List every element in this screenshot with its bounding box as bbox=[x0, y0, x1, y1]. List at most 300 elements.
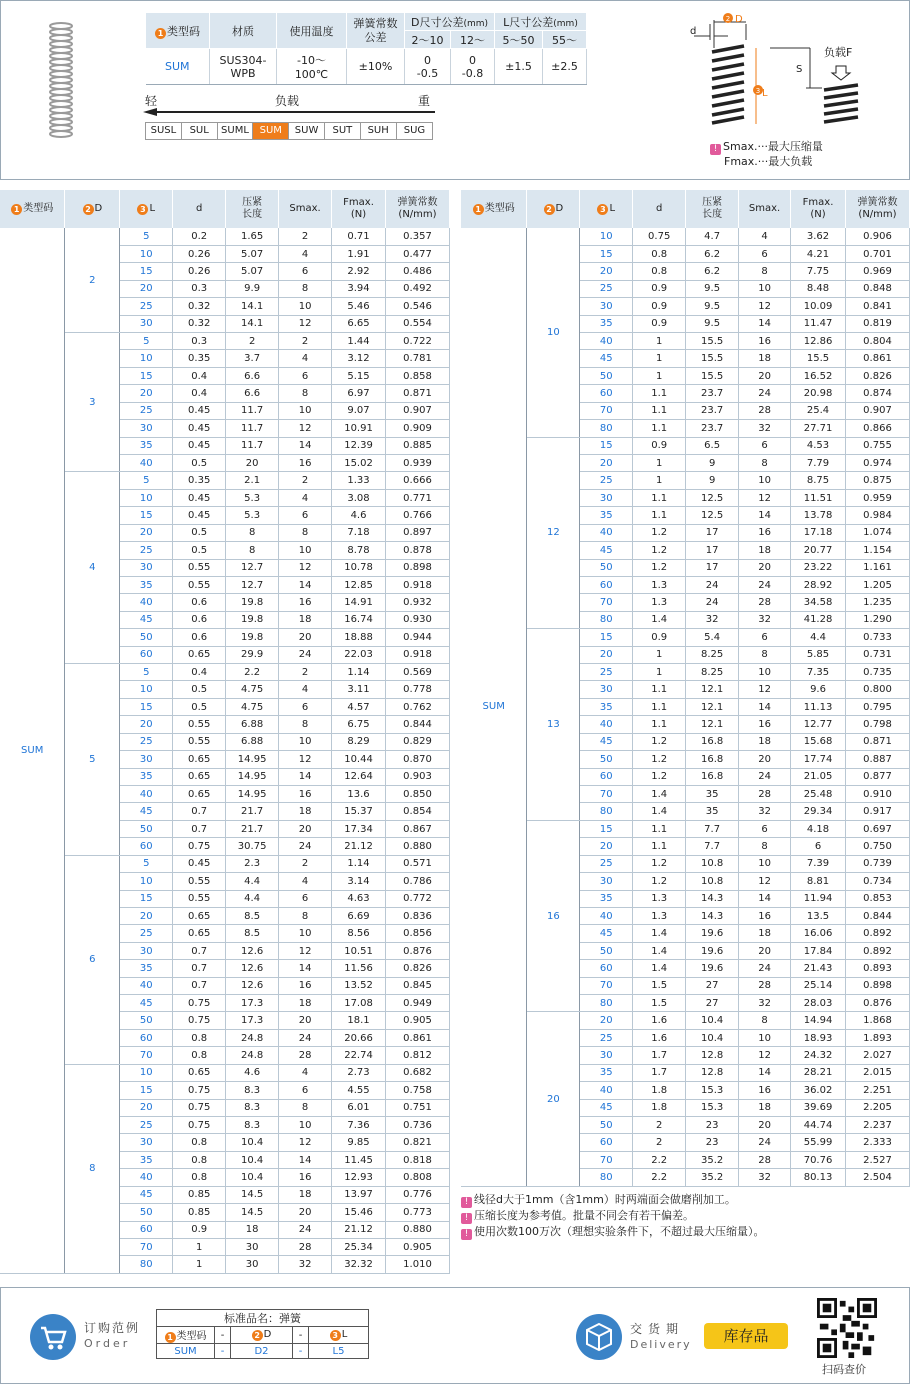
fmax-cell: 11.56 bbox=[332, 960, 386, 977]
smax-cell: 14 bbox=[279, 768, 332, 785]
length-cell[interactable]: 80 bbox=[580, 611, 633, 628]
solid-length-cell: 14.3 bbox=[686, 907, 739, 924]
length-cell[interactable]: 60 bbox=[120, 1029, 173, 1046]
length-cell[interactable]: 80 bbox=[580, 420, 633, 437]
length-cell[interactable]: 5 bbox=[120, 228, 173, 245]
spring-const-cell: 0.909 bbox=[386, 420, 450, 437]
fmax-cell: 15.46 bbox=[332, 1204, 386, 1221]
length-cell[interactable]: 10 bbox=[120, 1064, 173, 1081]
fmax-cell: 3.14 bbox=[332, 873, 386, 890]
fmax-cell: 25.14 bbox=[791, 977, 846, 994]
spring-const-cell: 0.930 bbox=[386, 611, 450, 628]
solid-length-cell: 23 bbox=[686, 1117, 739, 1134]
spring-const-cell: 0.969 bbox=[846, 263, 910, 280]
length-cell[interactable]: 15 bbox=[580, 820, 633, 837]
wire-d-cell: 0.45 bbox=[173, 489, 226, 506]
length-cell[interactable]: 45 bbox=[580, 925, 633, 942]
smax-cell: 16 bbox=[739, 907, 791, 924]
series-sug[interactable]: SUG bbox=[403, 125, 426, 136]
smax-cell: 6 bbox=[279, 263, 332, 280]
qr-code-icon[interactable] bbox=[817, 1298, 877, 1358]
length-cell[interactable]: 70 bbox=[580, 1151, 633, 1168]
smax-cell: 18 bbox=[739, 542, 791, 559]
length-cell[interactable]: 40 bbox=[580, 907, 633, 924]
length-cell[interactable]: 30 bbox=[120, 559, 173, 576]
solid-length-cell: 3.7 bbox=[226, 350, 279, 367]
spring-const-cell: 0.939 bbox=[386, 454, 450, 471]
length-cell[interactable]: 60 bbox=[120, 1221, 173, 1238]
smax-cell: 2 bbox=[279, 664, 332, 681]
smax-cell: 14 bbox=[739, 1064, 791, 1081]
smax-cell: 12 bbox=[739, 681, 791, 698]
length-cell[interactable]: 35 bbox=[580, 890, 633, 907]
fmax-cell: 13.5 bbox=[791, 907, 846, 924]
smax-cell: 32 bbox=[279, 1256, 332, 1273]
spring-const-cell: 0.477 bbox=[386, 245, 450, 262]
length-cell[interactable]: 60 bbox=[580, 385, 633, 402]
delivery-box-icon bbox=[576, 1314, 622, 1360]
smax-cell: 10 bbox=[739, 855, 791, 872]
delivery-title: 交货期 bbox=[630, 1322, 685, 1336]
length-cell[interactable]: 25 bbox=[580, 855, 633, 872]
length-cell[interactable]: 20 bbox=[120, 524, 173, 541]
length-cell[interactable]: 10 bbox=[120, 245, 173, 262]
spring-const-cell: 0.735 bbox=[846, 664, 910, 681]
length-cell[interactable]: 45 bbox=[580, 733, 633, 750]
length-cell[interactable]: 30 bbox=[580, 489, 633, 506]
spring-const-cell: 0.734 bbox=[846, 873, 910, 890]
wire-d-cell: 0.85 bbox=[173, 1186, 226, 1203]
length-cell[interactable]: 5 bbox=[120, 472, 173, 489]
solid-length-cell: 4.75 bbox=[226, 698, 279, 715]
length-cell[interactable]: 15 bbox=[580, 437, 633, 454]
spring-const-cell: 0.357 bbox=[386, 228, 450, 245]
solid-length-cell: 4.4 bbox=[226, 890, 279, 907]
length-cell[interactable]: 50 bbox=[580, 751, 633, 768]
smax-cell: 20 bbox=[279, 1012, 332, 1029]
spring-const-cell: 0.819 bbox=[846, 315, 910, 332]
smax-cell: 18 bbox=[739, 1099, 791, 1116]
smax-cell: 6 bbox=[739, 245, 791, 262]
length-cell[interactable]: 10 bbox=[120, 873, 173, 890]
smax-cell: 12 bbox=[279, 751, 332, 768]
spring-const-cell: 0.885 bbox=[386, 437, 450, 454]
svg-text:d: d bbox=[690, 26, 697, 37]
spring-const-cell: 0.867 bbox=[386, 820, 450, 837]
fmax-cell: 17.74 bbox=[791, 751, 846, 768]
smax-cell: 16 bbox=[739, 524, 791, 541]
wire-d-cell: 0.75 bbox=[173, 995, 226, 1012]
length-cell[interactable]: 20 bbox=[120, 907, 173, 924]
length-cell[interactable]: 60 bbox=[580, 768, 633, 785]
load-heavy-label: 重 bbox=[418, 94, 431, 108]
length-cell[interactable]: 30 bbox=[580, 873, 633, 890]
length-cell[interactable]: 70 bbox=[120, 1238, 173, 1255]
smax-cell: 4 bbox=[279, 681, 332, 698]
series-suh[interactable]: SUH bbox=[361, 123, 397, 139]
spring-const-cell: 0.875 bbox=[846, 472, 910, 489]
length-cell[interactable]: 70 bbox=[580, 402, 633, 419]
length-cell[interactable]: 60 bbox=[580, 1134, 633, 1151]
wire-d-cell: 0.45 bbox=[173, 437, 226, 454]
length-cell[interactable]: 25 bbox=[120, 402, 173, 419]
length-cell[interactable]: 20 bbox=[580, 1012, 633, 1029]
length-cell[interactable]: 50 bbox=[580, 559, 633, 576]
length-cell[interactable]: 80 bbox=[580, 1169, 633, 1186]
wire-d-cell: 0.8 bbox=[633, 245, 686, 262]
wire-d-cell: 1.2 bbox=[633, 542, 686, 559]
smax-cell: 10 bbox=[739, 664, 791, 681]
spring-const-cell: 0.841 bbox=[846, 298, 910, 315]
length-cell[interactable]: 5 bbox=[120, 664, 173, 681]
th-solid: 压紧 长度 bbox=[686, 190, 739, 228]
fmax-cell: 7.39 bbox=[791, 855, 846, 872]
svg-text:2: 2 bbox=[725, 15, 731, 23]
length-cell[interactable]: 20 bbox=[120, 385, 173, 402]
length-cell[interactable]: 25 bbox=[580, 664, 633, 681]
spec-d2: 0 -0.8 bbox=[451, 49, 495, 85]
solid-length-cell: 4.6 bbox=[226, 1064, 279, 1081]
solid-length-cell: 8 bbox=[226, 542, 279, 559]
length-cell[interactable]: 35 bbox=[120, 768, 173, 785]
length-cell[interactable]: 45 bbox=[120, 803, 173, 820]
fmax-cell: 55.99 bbox=[791, 1134, 846, 1151]
length-cell[interactable]: 25 bbox=[580, 280, 633, 297]
spring-const-cell: 0.876 bbox=[846, 995, 910, 1012]
length-cell[interactable]: 50 bbox=[120, 1204, 173, 1221]
length-cell[interactable]: 50 bbox=[580, 1117, 633, 1134]
smax-cell: 16 bbox=[739, 333, 791, 350]
fmax-cell: 1.14 bbox=[332, 664, 386, 681]
length-cell[interactable]: 5 bbox=[120, 333, 173, 350]
length-cell[interactable]: 40 bbox=[120, 594, 173, 611]
length-cell[interactable]: 15 bbox=[580, 629, 633, 646]
solid-length-cell: 30 bbox=[226, 1256, 279, 1273]
smax-cell: 10 bbox=[739, 280, 791, 297]
length-cell[interactable]: 50 bbox=[120, 629, 173, 646]
smax-cell: 16 bbox=[279, 977, 332, 994]
length-cell[interactable]: 50 bbox=[580, 367, 633, 384]
fmax-cell: 21.43 bbox=[791, 960, 846, 977]
th-solid: 压紧 长度 bbox=[226, 190, 279, 228]
spring-const-cell: 0.874 bbox=[846, 385, 910, 402]
smax-cell: 12 bbox=[739, 489, 791, 506]
spring-const-cell: 1.868 bbox=[846, 1012, 910, 1029]
length-cell[interactable]: 25 bbox=[580, 472, 633, 489]
wire-d-cell: 0.5 bbox=[173, 698, 226, 715]
length-cell[interactable]: 15 bbox=[120, 507, 173, 524]
length-cell[interactable]: 30 bbox=[580, 1047, 633, 1064]
fmax-cell: 15.37 bbox=[332, 803, 386, 820]
spring-const-cell: 0.880 bbox=[386, 1221, 450, 1238]
fmax-cell: 32.32 bbox=[332, 1256, 386, 1273]
length-cell[interactable]: 25 bbox=[120, 298, 173, 315]
th-smax: Smax. bbox=[279, 190, 332, 228]
length-cell[interactable]: 40 bbox=[120, 977, 173, 994]
spring-const-cell: 0.697 bbox=[846, 820, 910, 837]
solid-length-cell: 12.6 bbox=[226, 942, 279, 959]
wire-d-cell: 0.8 bbox=[173, 1047, 226, 1064]
series-sum[interactable]: SUM bbox=[253, 123, 289, 139]
fmax-cell: 3.11 bbox=[332, 681, 386, 698]
length-cell[interactable]: 30 bbox=[580, 298, 633, 315]
fmax-cell: 12.86 bbox=[791, 333, 846, 350]
length-cell[interactable]: 35 bbox=[120, 960, 173, 977]
spring-const-cell: 0.876 bbox=[386, 942, 450, 959]
solid-length-cell: 19.8 bbox=[226, 629, 279, 646]
series-susl[interactable]: SUSL bbox=[146, 123, 182, 139]
spring-const-cell: 0.850 bbox=[386, 786, 450, 803]
length-cell[interactable]: 20 bbox=[120, 1099, 173, 1116]
wire-d-cell: 1.6 bbox=[633, 1029, 686, 1046]
length-cell[interactable]: 10 bbox=[580, 228, 633, 245]
smax-cell: 8 bbox=[279, 385, 332, 402]
solid-length-cell: 14.95 bbox=[226, 768, 279, 785]
svg-text:L: L bbox=[762, 88, 768, 99]
smax-cell: 14 bbox=[279, 1151, 332, 1168]
smax-cell: 20 bbox=[739, 942, 791, 959]
smax-cell: 6 bbox=[739, 820, 791, 837]
solid-length-cell: 12.6 bbox=[226, 977, 279, 994]
length-cell[interactable]: 80 bbox=[580, 803, 633, 820]
solid-length-cell: 23 bbox=[686, 1134, 739, 1151]
fmax-cell: 14.91 bbox=[332, 594, 386, 611]
smax-cell: 18 bbox=[279, 1186, 332, 1203]
smax-cell: 24 bbox=[739, 576, 791, 593]
length-cell[interactable]: 10 bbox=[120, 350, 173, 367]
length-cell[interactable]: 40 bbox=[580, 716, 633, 733]
length-cell[interactable]: 50 bbox=[120, 1012, 173, 1029]
length-cell[interactable]: 15 bbox=[120, 263, 173, 280]
smax-cell: 8 bbox=[739, 454, 791, 471]
fmax-cell: 16.74 bbox=[332, 611, 386, 628]
length-cell[interactable]: 25 bbox=[120, 733, 173, 750]
length-cell[interactable]: 45 bbox=[120, 611, 173, 628]
spring-const-cell: 0.722 bbox=[386, 333, 450, 350]
length-cell[interactable]: 35 bbox=[580, 507, 633, 524]
series-sul[interactable]: SUL bbox=[182, 123, 218, 139]
wire-d-cell: 0.45 bbox=[173, 507, 226, 524]
length-cell[interactable]: 20 bbox=[580, 838, 633, 855]
length-cell[interactable]: 30 bbox=[120, 315, 173, 332]
length-cell[interactable]: 40 bbox=[120, 1169, 173, 1186]
spring-const-cell: 0.701 bbox=[846, 245, 910, 262]
length-cell[interactable]: 30 bbox=[120, 420, 173, 437]
fmax-cell: 13.78 bbox=[791, 507, 846, 524]
length-cell[interactable]: 15 bbox=[580, 245, 633, 262]
th-fmax: Fmax. (N) bbox=[332, 190, 386, 228]
length-cell[interactable]: 50 bbox=[120, 820, 173, 837]
wire-d-cell: 0.55 bbox=[173, 559, 226, 576]
length-cell[interactable]: 35 bbox=[580, 315, 633, 332]
length-cell[interactable]: 50 bbox=[580, 942, 633, 959]
length-cell[interactable]: 15 bbox=[120, 890, 173, 907]
length-cell[interactable]: 20 bbox=[580, 646, 633, 663]
solid-length-cell: 35.2 bbox=[686, 1169, 739, 1186]
spec-h-temp: 使用温度 bbox=[277, 13, 347, 49]
length-cell[interactable]: 80 bbox=[120, 1256, 173, 1273]
smax-cell: 8 bbox=[279, 1099, 332, 1116]
spring-const-cell: 0.932 bbox=[386, 594, 450, 611]
table-row bbox=[461, 820, 910, 837]
smax-cell: 18 bbox=[739, 925, 791, 942]
length-cell[interactable]: 40 bbox=[120, 454, 173, 471]
length-cell[interactable]: 15 bbox=[120, 698, 173, 715]
type-code-cell: SUM bbox=[461, 228, 527, 1186]
length-cell[interactable]: 60 bbox=[580, 576, 633, 593]
fmax-cell: 6.65 bbox=[332, 315, 386, 332]
length-cell[interactable]: 45 bbox=[120, 995, 173, 1012]
table-row bbox=[0, 664, 450, 681]
length-cell[interactable]: 20 bbox=[580, 263, 633, 280]
length-cell[interactable]: 20 bbox=[120, 716, 173, 733]
length-cell[interactable]: 10 bbox=[120, 681, 173, 698]
length-cell[interactable]: 35 bbox=[120, 1151, 173, 1168]
spring-const-cell: 0.984 bbox=[846, 507, 910, 524]
length-cell[interactable]: 60 bbox=[580, 960, 633, 977]
length-cell[interactable]: 45 bbox=[580, 350, 633, 367]
th-d: d bbox=[633, 190, 686, 228]
smax-cell: 24 bbox=[279, 1221, 332, 1238]
spring-const-cell: 0.893 bbox=[846, 960, 910, 977]
spring-const-cell: 0.918 bbox=[386, 646, 450, 663]
wire-d-cell: 1.1 bbox=[633, 838, 686, 855]
length-cell[interactable]: 35 bbox=[120, 437, 173, 454]
length-cell[interactable]: 40 bbox=[580, 524, 633, 541]
spec-consttol: ±10% bbox=[347, 49, 405, 85]
spring-const-cell: 0.682 bbox=[386, 1064, 450, 1081]
length-cell[interactable]: 70 bbox=[120, 1047, 173, 1064]
smax-cell: 28 bbox=[279, 1238, 332, 1255]
solid-length-cell: 35 bbox=[686, 803, 739, 820]
solid-length-cell: 10.8 bbox=[686, 873, 739, 890]
length-cell[interactable]: 25 bbox=[120, 542, 173, 559]
series-suml[interactable]: SUML bbox=[218, 123, 254, 139]
wire-d-cell: 0.55 bbox=[173, 873, 226, 890]
wire-d-cell: 0.55 bbox=[173, 716, 226, 733]
solid-length-cell: 12.8 bbox=[686, 1047, 739, 1064]
wire-d-cell: 1.1 bbox=[633, 820, 686, 837]
wire-d-cell: 1.8 bbox=[633, 1082, 686, 1099]
solid-length-cell: 21.7 bbox=[226, 803, 279, 820]
solid-length-cell: 23.7 bbox=[686, 420, 739, 437]
wire-d-cell: 0.7 bbox=[173, 960, 226, 977]
smax-cell: 8 bbox=[739, 646, 791, 663]
spring-photo-icon bbox=[46, 20, 76, 140]
spring-const-cell: 0.858 bbox=[386, 367, 450, 384]
smax-cell: 14 bbox=[739, 890, 791, 907]
series-suw[interactable]: SUW bbox=[289, 123, 325, 139]
spring-const-cell: 2.015 bbox=[846, 1064, 910, 1081]
order-h-type: 1 类型码 bbox=[157, 1327, 215, 1344]
length-cell[interactable]: 30 bbox=[120, 1134, 173, 1151]
smax-cell: 8 bbox=[739, 1012, 791, 1029]
length-cell[interactable]: 45 bbox=[120, 1186, 173, 1203]
spring-const-cell: 0.800 bbox=[846, 681, 910, 698]
fmax-cell: 20.66 bbox=[332, 1029, 386, 1046]
fmax-cell: 20.98 bbox=[791, 385, 846, 402]
solid-length-cell: 19.8 bbox=[226, 594, 279, 611]
solid-length-cell: 8 bbox=[226, 524, 279, 541]
spring-const-cell: 0.906 bbox=[846, 228, 910, 245]
solid-length-cell: 9 bbox=[686, 454, 739, 471]
spring-const-cell: 1.205 bbox=[846, 576, 910, 593]
wire-d-cell: 1 bbox=[633, 472, 686, 489]
wire-d-cell: 0.3 bbox=[173, 280, 226, 297]
length-cell[interactable]: 5 bbox=[120, 855, 173, 872]
wire-d-cell: 0.32 bbox=[173, 298, 226, 315]
smax-cell: 28 bbox=[739, 786, 791, 803]
solid-length-cell: 12.5 bbox=[686, 489, 739, 506]
length-cell[interactable]: 70 bbox=[580, 786, 633, 803]
length-cell[interactable]: 35 bbox=[580, 1064, 633, 1081]
smax-cell: 24 bbox=[739, 960, 791, 977]
length-cell[interactable]: 60 bbox=[120, 838, 173, 855]
wire-d-cell: 1.1 bbox=[633, 507, 686, 524]
length-cell[interactable]: 80 bbox=[580, 995, 633, 1012]
length-cell[interactable]: 25 bbox=[120, 1117, 173, 1134]
spring-const-cell: 0.905 bbox=[386, 1238, 450, 1255]
smax-cell: 2 bbox=[279, 228, 332, 245]
wire-d-cell: 1.2 bbox=[633, 524, 686, 541]
length-cell[interactable]: 35 bbox=[580, 698, 633, 715]
diameter-group-cell: 16 bbox=[527, 820, 580, 1012]
spring-const-cell: 2.333 bbox=[846, 1134, 910, 1151]
length-cell[interactable]: 45 bbox=[580, 1099, 633, 1116]
smax-cell: 20 bbox=[279, 1204, 332, 1221]
solid-length-cell: 14.5 bbox=[226, 1204, 279, 1221]
spring-const-cell: 0.898 bbox=[386, 559, 450, 576]
spring-const-cell: 0.786 bbox=[386, 873, 450, 890]
fmax-cell: 5.46 bbox=[332, 298, 386, 315]
fmax-cell: 0.71 bbox=[332, 228, 386, 245]
length-cell[interactable]: 10 bbox=[120, 489, 173, 506]
length-cell[interactable]: 15 bbox=[120, 367, 173, 384]
solid-length-cell: 15.3 bbox=[686, 1099, 739, 1116]
svg-text:3: 3 bbox=[755, 87, 761, 95]
fmax-cell: 8.56 bbox=[332, 925, 386, 942]
solid-length-cell: 12.7 bbox=[226, 559, 279, 576]
length-cell[interactable]: 35 bbox=[120, 576, 173, 593]
length-cell[interactable]: 70 bbox=[580, 594, 633, 611]
solid-length-cell: 10.4 bbox=[226, 1151, 279, 1168]
smax-cell: 14 bbox=[279, 576, 332, 593]
length-cell[interactable]: 70 bbox=[580, 977, 633, 994]
length-cell[interactable]: 30 bbox=[120, 942, 173, 959]
fmax-cell: 3.08 bbox=[332, 489, 386, 506]
fmax-cell: 14.94 bbox=[791, 1012, 846, 1029]
length-cell[interactable]: 40 bbox=[120, 786, 173, 803]
length-cell[interactable]: 25 bbox=[120, 925, 173, 942]
length-cell[interactable]: 60 bbox=[120, 646, 173, 663]
length-cell[interactable]: 30 bbox=[580, 681, 633, 698]
smax-cell: 18 bbox=[739, 350, 791, 367]
fmax-cell: 17.84 bbox=[791, 942, 846, 959]
length-cell[interactable]: 40 bbox=[580, 333, 633, 350]
smax-cell: 24 bbox=[739, 768, 791, 785]
series-sut[interactable]: SUT bbox=[325, 123, 361, 139]
length-cell[interactable]: 25 bbox=[580, 1029, 633, 1046]
spring-const-cell: 0.905 bbox=[386, 1012, 450, 1029]
length-cell[interactable]: 20 bbox=[580, 454, 633, 471]
length-cell[interactable]: 20 bbox=[120, 280, 173, 297]
length-cell[interactable]: 45 bbox=[580, 542, 633, 559]
length-cell[interactable]: 15 bbox=[120, 1082, 173, 1099]
spring-const-cell: 0.739 bbox=[846, 855, 910, 872]
length-cell[interactable]: 40 bbox=[580, 1082, 633, 1099]
length-cell[interactable]: 30 bbox=[120, 751, 173, 768]
spring-const-cell: 0.569 bbox=[386, 664, 450, 681]
